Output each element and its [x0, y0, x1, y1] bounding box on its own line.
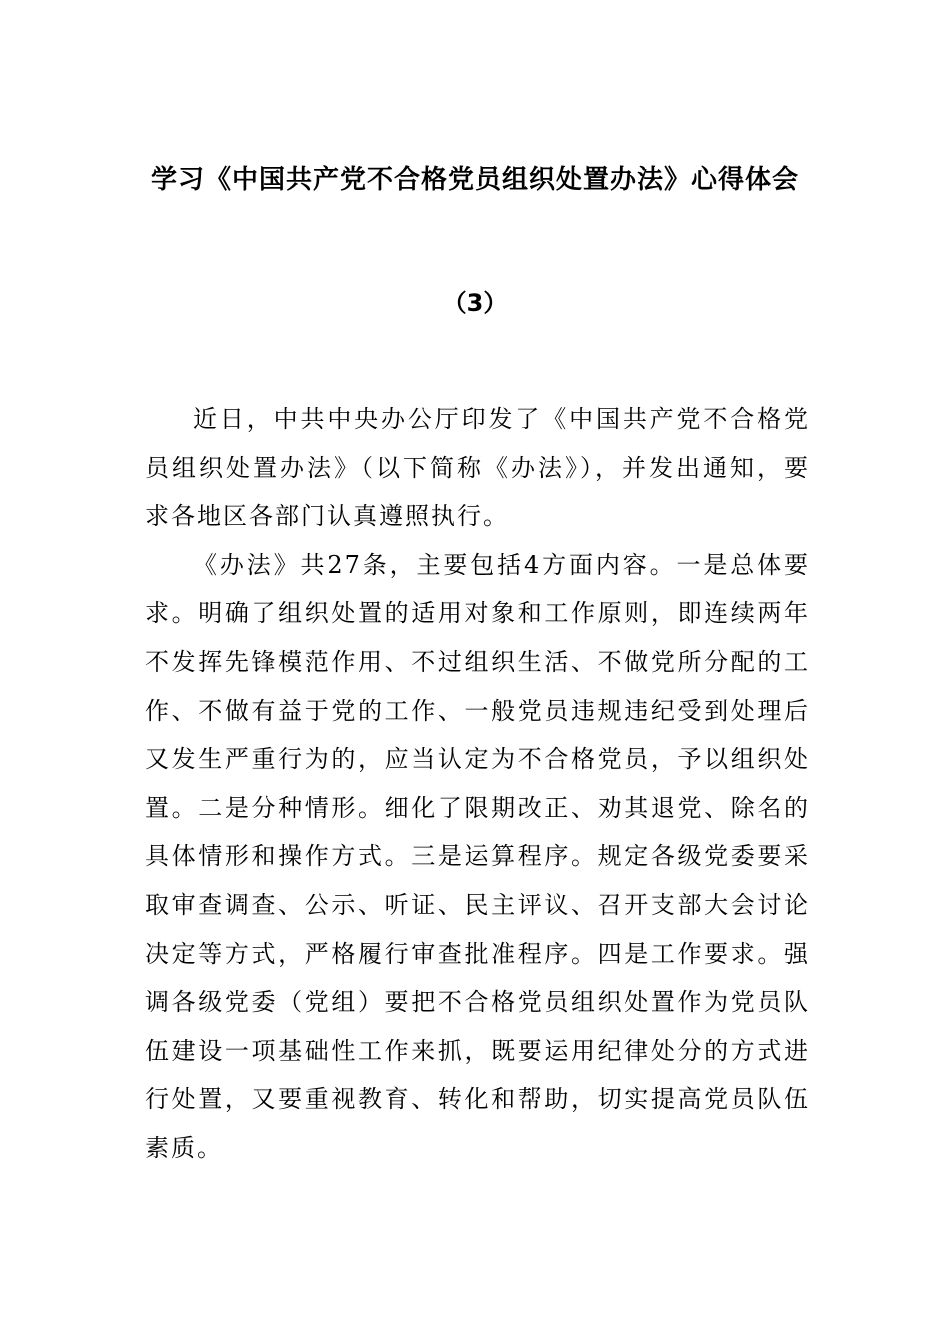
document-body	[145, 395, 810, 1173]
document-title: 学习《中国共产党不合格党员组织处置办法》心得体会	[150, 165, 799, 195]
document-subtitle: （3）	[442, 289, 508, 317]
paragraph-1: 近日，中共中央办公厅印发了《中国共产党不合格党员组织处置办法》（以下简称《办法》），并发出通知，要求各地区各部门认真遵照执行。	[145, 405, 810, 531]
paragraph-2: 《办法》共27条，主要包括4方面内容。一是总体要求。明确了组织处置的适用对象和工作原则，即连续两年不发挥先锋模范作用、不过组织生活、不做党所分配的工作、不做有益于党的工作、一般党员违规违纪受到处理后又发生严重行为的，应当认定为不合格党员，予以组织处置。二是分种情形。细化了限期改正、劝其退党、除名的具体情形和操作方式。三是运算程序。规定各级党委要采取审查调查、公示、听证、民主评议、召开支部大会讨论决定等方式，严格履行审查批准程序。四是工作要求。强调各级党委（党组）要把不合格党员组织处置作为党员队伍建设一项基础性工作来抓，既要运用纪律处分的方式进行处置，又要重视教育、转化和帮助，切实提高党员队伍素质。	[145, 550, 810, 1162]
